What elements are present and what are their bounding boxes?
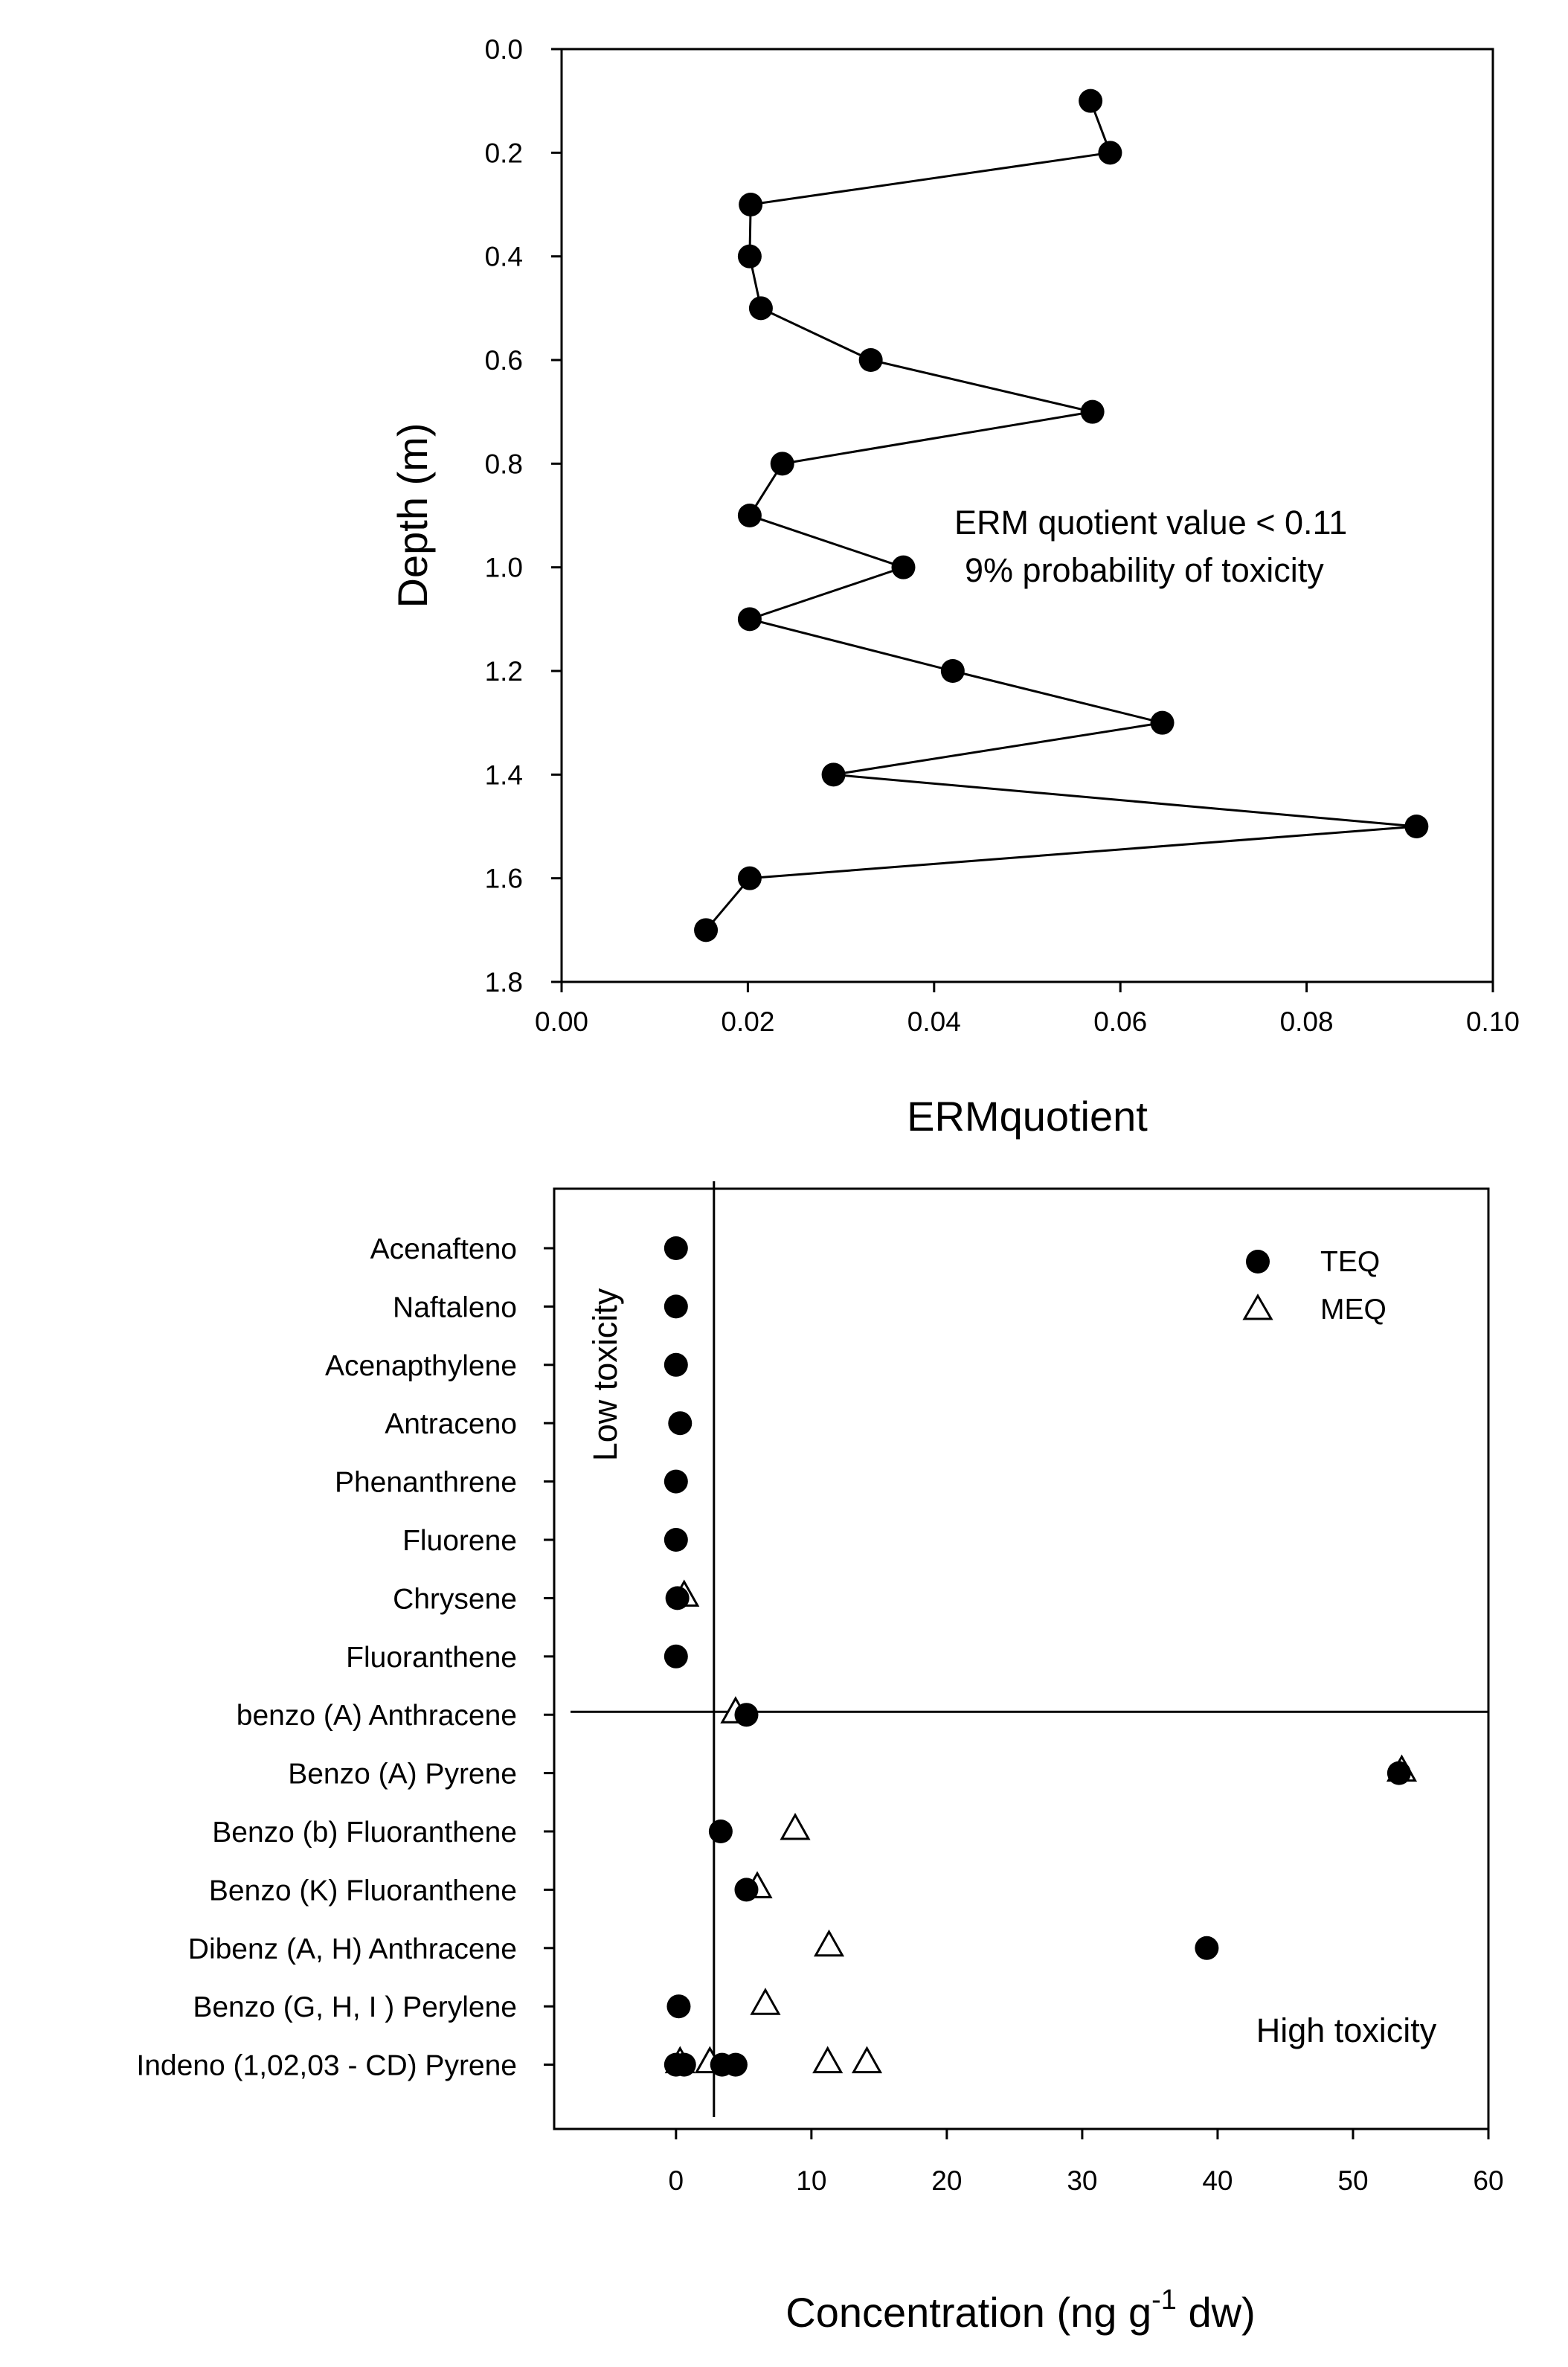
teq-point-5	[664, 1528, 688, 1552]
erm-annotation-line-1: ERM quotient value < 0.11	[954, 504, 1348, 542]
erm-point-13	[822, 762, 846, 786]
legend-meq-marker	[1244, 1296, 1271, 1319]
teq-point-7	[664, 1645, 688, 1669]
erm-x-tick-label-0: 0.00	[534, 1006, 589, 1037]
teq-point-6	[666, 1586, 690, 1610]
meq-point-9	[814, 2049, 841, 2072]
erm-x-tick-label-2: 0.04	[907, 1006, 961, 1037]
erm-y-tick-label-4: 0.8	[484, 449, 523, 480]
erm-y-axis	[485, 34, 562, 998]
teq-series-points	[664, 1236, 1411, 2077]
erm-y-tick-label-1: 0.2	[484, 138, 523, 169]
pah-x-axis-title	[785, 2284, 1255, 2336]
erm-point-1	[1098, 141, 1122, 164]
pah-category-label-2: Acenapthylene	[324, 1349, 517, 1382]
pah-x-axis-title-superscript: -1	[1151, 2284, 1177, 2316]
erm-point-6	[1081, 400, 1105, 424]
erm-point-9	[891, 556, 915, 579]
pah-x-tick-label-2: 20	[931, 2165, 963, 2196]
erm-x-tick-label-4: 0.08	[1279, 1006, 1334, 1037]
pah-category-label-13: Benzo (G, H, I ) Perylene	[193, 1991, 517, 2024]
pah-category-label-4: Phenanthrene	[334, 1466, 517, 1499]
teq-point-4	[664, 1470, 688, 1494]
teq-point-15	[672, 2053, 696, 2077]
erm-x-tick-label-5: 0.10	[1465, 1006, 1520, 1037]
erm-point-4	[749, 296, 773, 320]
meq-point-5	[816, 1932, 843, 1956]
erm-annotation-line-2: 9% probability of toxicity	[965, 551, 1324, 589]
erm-x-axis	[535, 982, 1520, 1037]
legend	[1244, 1246, 1387, 1326]
legend-teq-marker	[1246, 1250, 1270, 1274]
erm-point-3	[738, 245, 762, 269]
pah-category-label-5: Fluorene	[402, 1525, 517, 1557]
pah-category-axis	[136, 1233, 554, 2082]
pah-plot-frame	[554, 1189, 1488, 2129]
erm-point-0	[1079, 89, 1102, 113]
erm-x-tick-label-3: 0.06	[1093, 1006, 1148, 1037]
pah-x-tick-label-6: 60	[1473, 2165, 1504, 2196]
teq-point-3	[668, 1411, 692, 1435]
erm-y-tick-label-9: 1.8	[484, 967, 523, 998]
pah-x-tick-label-1: 10	[796, 2165, 827, 2196]
teq-point-11	[734, 1878, 758, 1901]
teq-point-9	[1387, 1761, 1411, 1785]
pah-category-label-0: Acenafteno	[370, 1233, 517, 1265]
erm-depth-chart	[389, 34, 1520, 1140]
erm-y-tick-label-2: 0.4	[484, 241, 523, 272]
teq-point-10	[709, 1820, 733, 1843]
teq-point-8	[734, 1703, 758, 1727]
pah-category-label-1: Naftaleno	[393, 1291, 517, 1324]
erm-point-2	[739, 193, 762, 216]
pah-x-axis-title-main: Concentration (ng g	[785, 2289, 1152, 2336]
legend-teq-label: TEQ	[1320, 1246, 1381, 1278]
pah-category-label-11: Benzo (K) Fluoranthene	[208, 1875, 517, 1907]
erm-point-8	[738, 504, 762, 527]
pah-category-label-10: Benzo (b) Fluoranthene	[212, 1817, 517, 1849]
erm-y-axis-title: Depth (m)	[389, 423, 436, 608]
pah-x-axis	[669, 2129, 1504, 2196]
meq-point-3	[782, 1815, 809, 1839]
pah-category-label-7: Fluoranthene	[346, 1641, 517, 1674]
erm-point-7	[771, 452, 794, 475]
pah-category-label-14: Indeno (1,02,03 - CD) Pyrene	[136, 2049, 517, 2082]
erm-x-axis-title: ERMquotient	[907, 1093, 1148, 1140]
teq-point-17	[724, 2053, 748, 2077]
pah-concentration-chart	[136, 1181, 1503, 2336]
erm-y-tick-label-7: 1.4	[484, 759, 523, 791]
pah-category-label-9: Benzo (A) Pyrene	[288, 1758, 517, 1790]
pah-x-tick-label-0: 0	[668, 2165, 684, 2196]
low-toxicity-label: Low toxicity	[586, 1288, 624, 1462]
erm-x-tick-label-1: 0.02	[721, 1006, 775, 1037]
erm-point-11	[941, 659, 965, 683]
pah-category-label-6: Chrysene	[393, 1583, 517, 1616]
pah-x-tick-label-4: 40	[1202, 2165, 1233, 2196]
teq-point-13	[666, 1994, 690, 2018]
erm-y-tick-label-5: 1.0	[484, 552, 523, 583]
teq-point-12	[1195, 1936, 1218, 1960]
erm-y-tick-label-6: 1.2	[484, 656, 523, 687]
meq-series-points	[666, 1581, 1415, 2072]
pah-category-label-8: benzo (A) Anthracene	[236, 1700, 517, 1732]
erm-point-15	[738, 867, 762, 890]
high-toxicity-label: High toxicity	[1256, 2011, 1437, 2049]
erm-y-tick-label-8: 1.6	[484, 863, 523, 894]
erm-y-tick-label-0: 0.0	[484, 34, 523, 65]
meq-point-6	[752, 1990, 779, 2014]
erm-y-tick-label-3: 0.6	[484, 345, 523, 376]
erm-point-5	[859, 348, 883, 372]
pah-x-tick-label-3: 30	[1067, 2165, 1098, 2196]
teq-point-2	[664, 1353, 688, 1377]
teq-point-1	[664, 1294, 688, 1318]
pah-category-label-12: Dibenz (A, H) Anthracene	[187, 1933, 517, 1965]
pah-category-label-3: Antraceno	[385, 1408, 517, 1441]
pah-x-tick-label-5: 50	[1337, 2165, 1369, 2196]
erm-point-10	[738, 607, 762, 631]
pah-x-axis-title-suffix: dw)	[1176, 2289, 1256, 2336]
teq-point-0	[664, 1236, 688, 1260]
erm-point-14	[1404, 815, 1428, 838]
erm-point-16	[694, 918, 718, 942]
legend-meq-label: MEQ	[1320, 1294, 1387, 1326]
erm-point-12	[1151, 711, 1175, 735]
meq-point-10	[853, 2049, 880, 2072]
